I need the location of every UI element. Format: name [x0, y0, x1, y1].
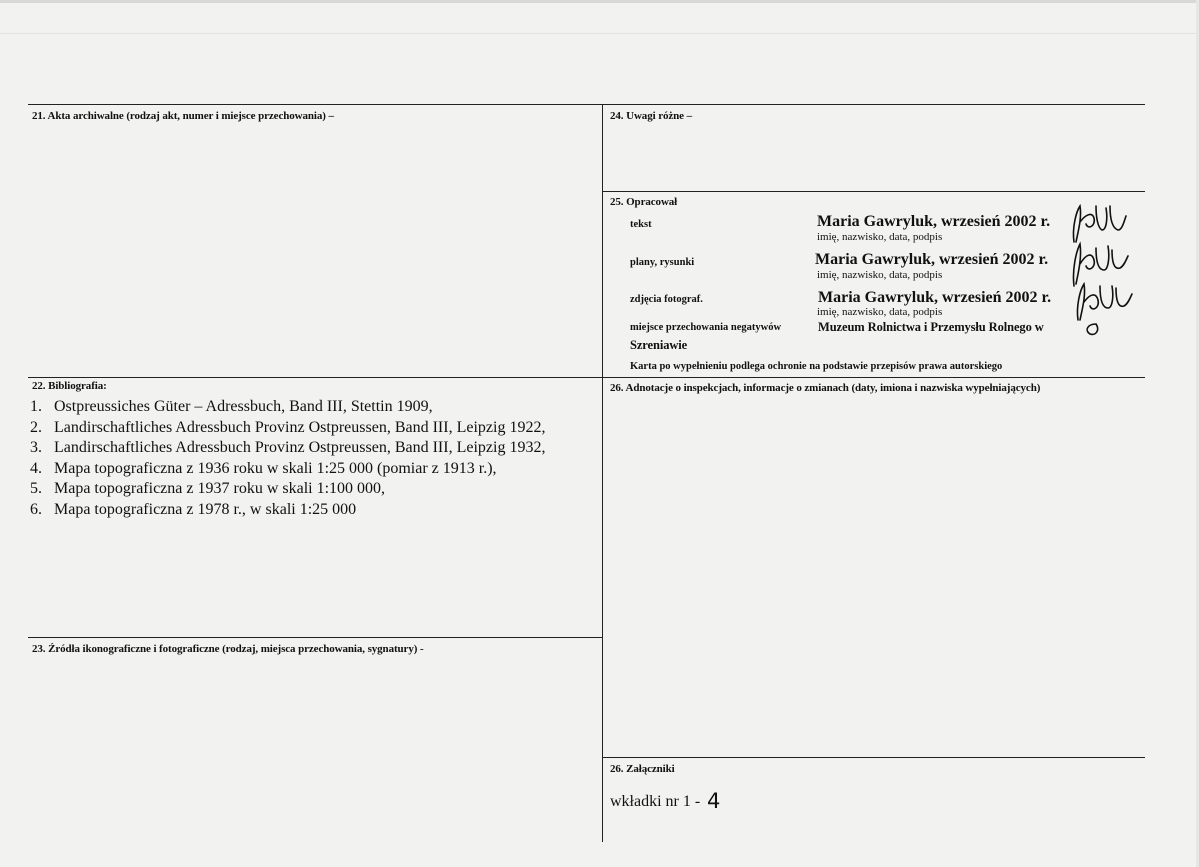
- attachments-handwritten-number: 4: [707, 789, 721, 813]
- author-row-label-plans: plany, rysunki: [630, 257, 695, 268]
- rule-25-26: [603, 377, 1145, 378]
- attachments-value: wkładki nr 1 -: [610, 793, 701, 810]
- rule-21-22: [28, 377, 603, 378]
- negative-storage-value-cont: Szreniawie: [630, 338, 688, 352]
- author-row-sub-plans: imię, nazwisko, data, podpis: [817, 269, 943, 281]
- top-rule: [28, 104, 1145, 105]
- negative-storage-value: Muzeum Rolnictwa i Przemysłu Rolnego w: [818, 320, 1044, 334]
- section-26-annotations-label: 26. Adnotacje o inspekcjach, informacje o zmianach (daty, imiona i nazwiska wypełniających): [610, 382, 1041, 394]
- negative-storage-label: miejsce przechowania negatywów: [630, 322, 782, 333]
- author-row-value-text: Maria Gawryluk, wrzesień 2002 r.: [817, 213, 1051, 230]
- column-divider: [602, 104, 603, 842]
- bibliography-item: 5. Mapa topograficzna z 1937 roku w skali 1:100 000,: [30, 480, 386, 498]
- bibliography-list: [30, 397, 545, 521]
- section-26-attachments-label: 26. Załączniki: [610, 763, 675, 775]
- scan-edge-line: [0, 33, 1199, 34]
- copyright-note: Karta po wypełnieniu podlega ochronie na podstawie przepisów prawa autorskiego: [630, 361, 1003, 372]
- signature-photos: [1066, 280, 1136, 336]
- bibliography-item: 6. Mapa topograficzna z 1978 r., w skali 1:25 000: [30, 500, 357, 518]
- author-row-value-plans: Maria Gawryluk, wrzesień 2002 r.: [815, 251, 1049, 268]
- bibliography-item: 3. Landirschaftliches Adressbuch Provinz Ostpreussen, Band III, Leipzig 1932,: [30, 439, 546, 457]
- author-row-value-photos: Maria Gawryluk, wrzesień 2002 r.: [818, 289, 1052, 306]
- rule-24-25: [603, 191, 1145, 192]
- bibliography-item: 4. Mapa topograficzna z 1936 roku w skali 1:25 000 (pomiar z 1913 r.),: [30, 459, 497, 477]
- author-row-sub-photos: imię, nazwisko, data, podpis: [817, 306, 943, 318]
- section-21-label: 21. Akta archiwalne (rodzaj akt, numer i miejsce przechowania) –: [32, 110, 334, 122]
- bibliography-item: 1. Ostpreussiches Güter – Adressbuch, Band III, Stettin 1909,: [30, 398, 433, 415]
- section-25-label: 25. Opracował: [610, 196, 678, 208]
- rule-26-attachments: [603, 757, 1145, 758]
- author-row-label-photos: zdjęcia fotograf.: [630, 294, 703, 305]
- author-row-label-text: tekst: [630, 219, 652, 230]
- section-23-label: 23. Źródła ikonograficzne i fotograficzne (rodzaj, miejsca przechowania, sygnatury) -: [32, 643, 424, 655]
- author-row-sub-text: imię, nazwisko, data, podpis: [817, 231, 943, 243]
- section-24-label: 24. Uwagi różne –: [610, 110, 693, 122]
- bibliography-item: 2. Landirschaftliches Adressbuch Provinz Ostpreussen, Band III, Leipzig 1922,: [30, 418, 546, 436]
- section-22-label: 22. Bibliografia:: [32, 380, 107, 392]
- rule-22-23: [28, 637, 603, 638]
- scan-edge-top: [0, 0, 1199, 3]
